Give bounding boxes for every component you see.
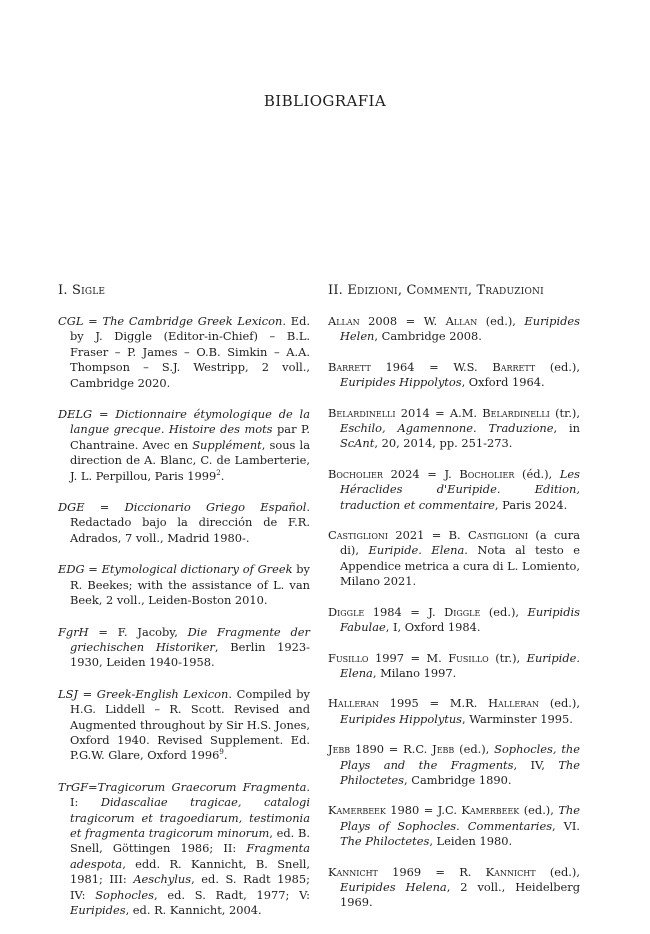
entry-mid-2: , ed. B. Snell, Göttingen 1986; II: — [70, 825, 310, 856]
entry-author: Belardinelli — [482, 405, 550, 420]
entry-rest-2: , Cambridge 1890. — [404, 772, 512, 787]
entry-rest: , ed. R. Kannicht, 2004. — [125, 903, 262, 917]
entry-key: FgrH — [58, 624, 89, 639]
sigle-column — [58, 283, 310, 934]
bib-entry-belardinelli-2014 — [328, 406, 580, 452]
section-heading-edizioni: II. Edizioni, Commenti, Traduzioni — [328, 283, 544, 298]
entry-eq: = W.S. — [414, 359, 493, 374]
entry-author: Barrett — [492, 359, 536, 374]
entry-eq: = M. — [403, 650, 449, 665]
entry-sep: = — [92, 407, 116, 422]
bib-entry-cgl — [58, 314, 310, 391]
entry-key: EDG — [58, 562, 85, 577]
bib-entry-allan-2008 — [328, 314, 580, 345]
entry-eq: = R. — [421, 864, 486, 879]
entry-rest: , 20, 2014, pp. 251-273. — [374, 436, 513, 451]
entry-pre: (ed.), — [454, 742, 495, 757]
entry-end: . — [223, 748, 228, 763]
entry-pre: (ed.), — [477, 314, 525, 328]
entry-pre: (ed.), — [539, 696, 580, 711]
entry-key: Castiglioni 2021 — [328, 528, 425, 543]
entry-key: Belardinelli 2014 — [328, 405, 430, 420]
bib-entry-delg — [58, 407, 310, 484]
entry-key: LSJ — [58, 686, 78, 701]
entry-eq: = R.C. — [383, 742, 433, 757]
entry-pre: (ed.), — [480, 604, 528, 619]
entry-title: Etymological dictionary of Greek — [101, 562, 293, 577]
edizioni-column — [328, 283, 580, 926]
entry-eq: = A.M. — [429, 405, 483, 420]
entry-pre: (tr.), — [549, 405, 580, 420]
entry-eq: = J.C. — [419, 803, 462, 818]
entry-title-3: Fragmenta adespota — [70, 841, 310, 871]
entry-rest: . Redactado bajo la dirección de F.R. Adrados, 7 voll., Madrid 1980-. — [70, 500, 310, 545]
entry-key: Jebb 1890 — [328, 742, 384, 757]
bib-entry-diggle-1984 — [328, 605, 580, 636]
entry-rest: , Oxford 1964. — [461, 375, 545, 390]
entry-rest: . Nota al testo e Appendice metrica a cura di L. Lomiento, Milano 2021. — [340, 543, 580, 589]
entry-key: CGL — [58, 314, 84, 328]
entry-mid: , in — [553, 421, 580, 436]
entry-mid-3: , edd. R. Kannicht, B. Snell, 1981; III: — [70, 856, 310, 887]
entry-rest-2: , Leiden 1980. — [429, 834, 513, 849]
entry-sep: = — [83, 314, 103, 328]
entry-sep: = F. Jacoby, — [88, 624, 188, 639]
entry-title-2: Supplément — [192, 437, 262, 452]
entry-eq: = M.R. — [418, 696, 489, 711]
entry-title-2: ScAnt — [340, 436, 375, 451]
entry-title: Euripide. Elena — [340, 650, 580, 680]
bib-entry-jebb-1890 — [328, 742, 580, 788]
entry-pre: (ed.), — [519, 803, 559, 818]
entry-rest: , 2 voll., Heidelberg 1969. — [340, 879, 581, 910]
entry-pre: (a cura di), — [340, 528, 580, 558]
entry-eq: = B. — [424, 528, 469, 543]
entry-title-5: Sophocles — [95, 887, 154, 902]
entry-sep: = — [88, 779, 98, 794]
edition-superscript: 2 — [216, 468, 221, 477]
entry-key: DELG — [58, 407, 93, 422]
entry-key: DGE — [58, 500, 85, 515]
entry-title-2: Didascaliae tragicae, catalogi tragicorum et tragoediarum, testimonia et fragmenta tragicorum minorum — [70, 795, 310, 840]
entry-title-2: The Philoctetes — [340, 757, 581, 787]
entry-author: Jebb — [432, 742, 455, 757]
entry-title-6: Euripides — [70, 903, 126, 917]
entry-rest: , I, Oxford 1984. — [385, 620, 481, 635]
entry-title-4: Aeschylus — [133, 872, 192, 887]
entry-author: Kamerbeek — [461, 803, 520, 818]
entry-eq: = W. — [397, 314, 446, 328]
entry-key: Fusillo 1997 — [328, 650, 404, 665]
entry-pre: (ed.), — [535, 864, 580, 879]
section-heading-sigle: I. Sigle — [58, 283, 106, 298]
bib-entry-barrett-1964 — [328, 360, 580, 391]
entry-end: . — [220, 468, 225, 483]
entry-title: Euripides Helena — [340, 879, 447, 894]
bib-entry-lsj — [58, 687, 310, 764]
entry-title: Les Héraclides d'Euripide. Edition, traduction et commentaire — [340, 466, 580, 512]
entry-title: Euripidis Fabulae — [340, 604, 580, 635]
entry-title: Tragicorum Graecorum Fragmenta — [97, 779, 307, 794]
entry-sep: = — [84, 500, 125, 515]
entry-pre: (ed.), — [535, 359, 580, 374]
entry-rest: , VI. — [552, 818, 580, 833]
entry-title: The Plays of Sophocles. Commentaries — [340, 803, 580, 833]
entry-title: Die Fragmente der griechischen Historiker — [70, 624, 310, 654]
bib-entry-edg — [58, 562, 310, 608]
entry-key: Barrett 1964 — [328, 359, 415, 374]
entry-rest: , sous la direction de A. Blanc, C. de Lamberterie, J. L. Perpillou, Paris 1999 — [70, 437, 310, 483]
edition-superscript: 9 — [219, 748, 224, 757]
entry-key: Bocholier 2024 — [328, 466, 420, 481]
entry-author: Castiglioni — [468, 528, 529, 543]
bib-entry-dge — [58, 500, 310, 546]
entry-mid: . I: — [70, 779, 310, 810]
bib-entry-halleran-1995 — [328, 696, 580, 727]
entry-pre: (tr.), — [488, 650, 527, 665]
entry-rest: , Paris 2024. — [494, 497, 568, 512]
entry-rest: . Ed. by J. Diggle (Editor-in-Chief) – B.L. Fraser – P. James – O.B. Simkin – A.A. Thompson – S.J. Westripp, 2 voll., Cambridge 2020. — [70, 314, 310, 390]
page-title: BIBLIOGRAFIA — [263, 92, 387, 110]
bib-entry-trgf — [58, 780, 310, 919]
entry-rest: , Milano 1997. — [372, 665, 457, 680]
entry-rest: , Berlin 1923-1930, Leiden 1940-1958. — [70, 639, 310, 670]
entry-author: Halleran — [488, 696, 540, 711]
bib-entry-fusillo-1997 — [328, 651, 580, 682]
entry-title: Eschilo, Agamennone. Traduzione — [340, 421, 554, 436]
bib-entry-bocholier-2024 — [328, 467, 580, 513]
entry-rest: by R. Beekes; with the assistance of L. van Beek, 2 voll., Leiden-Boston 2010. — [70, 562, 310, 608]
entry-sep: = — [77, 686, 97, 701]
bib-entry-kamerbeek-1980 — [328, 803, 580, 849]
entry-author: Fusillo — [448, 650, 489, 665]
entry-author: Diggle — [444, 604, 481, 619]
entry-key: TrGF — [58, 779, 89, 794]
entry-title: Euripides Hippolytos — [340, 375, 462, 390]
entry-title: Euripides Hippolytus — [340, 711, 463, 726]
entry-mid: par P. Chantraine. Avec en — [70, 422, 310, 452]
bib-entry-kannicht-1969 — [328, 865, 580, 911]
entry-author: Kannicht — [485, 864, 536, 879]
entry-key: Kannicht 1969 — [328, 864, 422, 879]
entry-key: Allan 2008 — [328, 314, 398, 328]
entry-key: Diggle 1984 — [328, 604, 402, 619]
entry-rest: . Compiled by H.G. Liddell – R. Scott. Revised and Augmented throughout by Sir H.S. Jones, Oxford 1940. Revised Supplement. Ed. P.G.W. Glare, Oxford 1996 — [70, 686, 310, 763]
entry-rest: , IV, — [513, 757, 559, 772]
entry-key: Halleran 1995 — [328, 696, 419, 711]
entry-pre: (éd.), — [514, 466, 560, 481]
entry-rest: , Cambridge 2008. — [374, 329, 482, 344]
entry-eq: = J. — [401, 604, 445, 619]
entry-title: Greek-English Lexicon — [96, 686, 229, 701]
entry-title: Dictionnaire étymologique de la langue grecque. Histoire des mots — [70, 407, 310, 437]
entry-mid-5: , ed. S. Radt, 1977; V: — [153, 887, 310, 902]
entry-rest: , Warminster 1995. — [462, 711, 573, 726]
bib-entry-fgrh — [58, 625, 310, 671]
bib-entry-castiglioni-2021 — [328, 528, 580, 590]
entry-title-2: The Philoctetes — [340, 834, 430, 849]
entry-title: The Cambridge Greek Lexicon — [102, 314, 283, 328]
entry-title: Diccionario Griego Español — [124, 500, 307, 515]
entry-title: Sophocles, the Plays and the Fragments — [340, 742, 580, 772]
entry-author: Allan — [445, 314, 478, 328]
entry-author: Bocholier — [459, 466, 515, 481]
entry-title: Euripides Helen — [340, 314, 580, 344]
entry-eq: = J. — [419, 466, 460, 481]
entry-mid-4: , ed. S. Radt 1985; IV: — [70, 872, 310, 902]
entry-title: Euripide. Elena — [368, 543, 465, 558]
entry-key: Kamerbeek 1980 — [328, 803, 420, 818]
entry-sep: = — [84, 562, 102, 577]
